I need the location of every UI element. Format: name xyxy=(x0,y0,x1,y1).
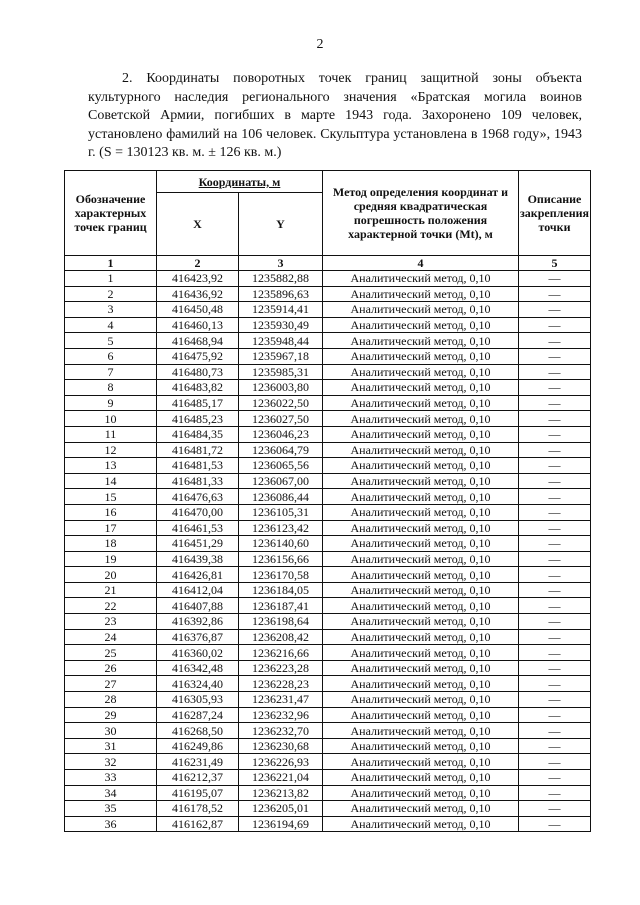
x-coordinate-cell: 416481,53 xyxy=(157,458,239,474)
x-coordinate-cell: 416178,52 xyxy=(157,801,239,817)
description-cell: — xyxy=(519,660,591,676)
method-cell: Аналитический метод, 0,10 xyxy=(323,707,519,723)
header-method: Метод определения координат и средняя квадратическая погрешность положения характерной точки (Mt), м xyxy=(323,171,519,256)
y-coordinate-cell: 1236064,79 xyxy=(239,442,323,458)
table-row xyxy=(65,520,591,536)
x-coordinate-cell: 416451,29 xyxy=(157,536,239,552)
method-cell: Аналитический метод, 0,10 xyxy=(323,629,519,645)
point-number-cell: 29 xyxy=(65,707,157,723)
x-coordinate-cell: 416480,73 xyxy=(157,364,239,380)
method-cell: Аналитический метод, 0,10 xyxy=(323,364,519,380)
method-cell: Аналитический метод, 0,10 xyxy=(323,614,519,630)
x-coordinate-cell: 416412,04 xyxy=(157,582,239,598)
table-row xyxy=(65,551,591,567)
x-coordinate-cell: 416460,13 xyxy=(157,317,239,333)
y-coordinate-cell: 1236223,28 xyxy=(239,660,323,676)
y-coordinate-cell: 1236184,05 xyxy=(239,582,323,598)
description-cell: — xyxy=(519,426,591,442)
y-coordinate-cell: 1236187,41 xyxy=(239,598,323,614)
method-cell: Аналитический метод, 0,10 xyxy=(323,458,519,474)
point-number-cell: 6 xyxy=(65,348,157,364)
x-coordinate-cell: 416212,37 xyxy=(157,770,239,786)
y-coordinate-cell: 1236065,56 xyxy=(239,458,323,474)
x-coordinate-cell: 416481,72 xyxy=(157,442,239,458)
method-cell: Аналитический метод, 0,10 xyxy=(323,489,519,505)
point-number-cell: 33 xyxy=(65,770,157,786)
description-cell: — xyxy=(519,614,591,630)
point-number-cell: 20 xyxy=(65,567,157,583)
description-cell: — xyxy=(519,520,591,536)
description-cell: — xyxy=(519,738,591,754)
column-number: 5 xyxy=(519,256,591,271)
description-cell: — xyxy=(519,458,591,474)
method-cell: Аналитический метод, 0,10 xyxy=(323,426,519,442)
point-number-cell: 24 xyxy=(65,629,157,645)
x-coordinate-cell: 416231,49 xyxy=(157,754,239,770)
method-cell: Аналитический метод, 0,10 xyxy=(323,520,519,536)
y-coordinate-cell: 1236226,93 xyxy=(239,754,323,770)
table-row xyxy=(65,692,591,708)
y-coordinate-cell: 1235882,88 xyxy=(239,271,323,287)
point-number-cell: 31 xyxy=(65,738,157,754)
table-row xyxy=(65,458,591,474)
method-cell: Аналитический метод, 0,10 xyxy=(323,442,519,458)
table-row xyxy=(65,598,591,614)
point-number-cell: 25 xyxy=(65,645,157,661)
method-cell: Аналитический метод, 0,10 xyxy=(323,395,519,411)
description-cell: — xyxy=(519,364,591,380)
x-coordinate-cell: 416423,92 xyxy=(157,271,239,287)
point-number-cell: 2 xyxy=(65,286,157,302)
description-cell: — xyxy=(519,317,591,333)
x-coordinate-cell: 416249,86 xyxy=(157,738,239,754)
description-cell: — xyxy=(519,473,591,489)
description-cell: — xyxy=(519,286,591,302)
point-number-cell: 11 xyxy=(65,426,157,442)
method-cell: Аналитический метод, 0,10 xyxy=(323,770,519,786)
method-cell: Аналитический метод, 0,10 xyxy=(323,692,519,708)
table-row xyxy=(65,426,591,442)
y-coordinate-cell: 1236230,68 xyxy=(239,738,323,754)
point-number-cell: 19 xyxy=(65,551,157,567)
description-cell: — xyxy=(519,567,591,583)
description-cell: — xyxy=(519,816,591,832)
point-number-cell: 8 xyxy=(65,380,157,396)
x-coordinate-cell: 416476,63 xyxy=(157,489,239,505)
method-cell: Аналитический метод, 0,10 xyxy=(323,536,519,552)
y-coordinate-cell: 1236170,58 xyxy=(239,567,323,583)
y-coordinate-cell: 1236205,01 xyxy=(239,801,323,817)
column-number: 4 xyxy=(323,256,519,271)
point-number-cell: 9 xyxy=(65,395,157,411)
x-coordinate-cell: 416162,87 xyxy=(157,816,239,832)
point-number-cell: 18 xyxy=(65,536,157,552)
description-cell: — xyxy=(519,629,591,645)
point-number-cell: 28 xyxy=(65,692,157,708)
table-row xyxy=(65,364,591,380)
column-number: 2 xyxy=(157,256,239,271)
column-numbers-row xyxy=(65,256,591,271)
description-cell: — xyxy=(519,442,591,458)
y-coordinate-cell: 1236105,31 xyxy=(239,504,323,520)
point-number-cell: 32 xyxy=(65,754,157,770)
method-cell: Аналитический метод, 0,10 xyxy=(323,785,519,801)
description-cell: — xyxy=(519,785,591,801)
description-cell: — xyxy=(519,645,591,661)
header-coords-group: Координаты, м xyxy=(157,171,323,193)
point-number-cell: 4 xyxy=(65,317,157,333)
table-row xyxy=(65,442,591,458)
point-number-cell: 35 xyxy=(65,801,157,817)
table-row xyxy=(65,801,591,817)
description-cell: — xyxy=(519,582,591,598)
y-coordinate-cell: 1236231,47 xyxy=(239,692,323,708)
y-coordinate-cell: 1236213,82 xyxy=(239,785,323,801)
y-coordinate-cell: 1236140,60 xyxy=(239,536,323,552)
x-coordinate-cell: 416436,92 xyxy=(157,286,239,302)
method-cell: Аналитический метод, 0,10 xyxy=(323,380,519,396)
x-coordinate-cell: 416342,48 xyxy=(157,660,239,676)
description-cell: — xyxy=(519,489,591,505)
y-coordinate-cell: 1236003,80 xyxy=(239,380,323,396)
method-cell: Аналитический метод, 0,10 xyxy=(323,348,519,364)
description-cell: — xyxy=(519,333,591,349)
coordinates-table xyxy=(64,170,591,832)
y-coordinate-cell: 1236232,70 xyxy=(239,723,323,739)
point-number-cell: 17 xyxy=(65,520,157,536)
x-coordinate-cell: 416483,82 xyxy=(157,380,239,396)
x-coordinate-cell: 416461,53 xyxy=(157,520,239,536)
y-coordinate-cell: 1235967,18 xyxy=(239,348,323,364)
description-cell: — xyxy=(519,271,591,287)
point-number-cell: 13 xyxy=(65,458,157,474)
method-cell: Аналитический метод, 0,10 xyxy=(323,286,519,302)
x-coordinate-cell: 416484,35 xyxy=(157,426,239,442)
method-cell: Аналитический метод, 0,10 xyxy=(323,504,519,520)
table-row xyxy=(65,411,591,427)
heading-paragraph: 2. Координаты поворотных точек границ защитной зоны объекта культурного наследия регионального значения «Братская могила воинов Советской Армии, погибших в марте 1943 года. Захоронено 109 человек, установлено фамилий на 106 человек. Скульптура установлена в 1968 году», 1943 г. (S = 130123 кв. м. ± 126 кв. м.) xyxy=(88,71,582,161)
x-coordinate-cell: 416360,02 xyxy=(157,645,239,661)
x-coordinate-cell: 416470,00 xyxy=(157,504,239,520)
column-number: 3 xyxy=(239,256,323,271)
table-row xyxy=(65,333,591,349)
x-coordinate-cell: 416439,38 xyxy=(157,551,239,567)
method-cell: Аналитический метод, 0,10 xyxy=(323,551,519,567)
description-cell: — xyxy=(519,411,591,427)
x-coordinate-cell: 416481,33 xyxy=(157,473,239,489)
description-cell: — xyxy=(519,551,591,567)
method-cell: Аналитический метод, 0,10 xyxy=(323,473,519,489)
method-cell: Аналитический метод, 0,10 xyxy=(323,801,519,817)
table-row xyxy=(65,489,591,505)
x-coordinate-cell: 416392,86 xyxy=(157,614,239,630)
document-heading xyxy=(88,70,582,163)
method-cell: Аналитический метод, 0,10 xyxy=(323,411,519,427)
y-coordinate-cell: 1236216,66 xyxy=(239,645,323,661)
column-number: 1 xyxy=(65,256,157,271)
y-coordinate-cell: 1236232,96 xyxy=(239,707,323,723)
table-row xyxy=(65,473,591,489)
table-row xyxy=(65,286,591,302)
method-cell: Аналитический метод, 0,10 xyxy=(323,302,519,318)
table-row xyxy=(65,629,591,645)
table-row xyxy=(65,504,591,520)
point-number-cell: 34 xyxy=(65,785,157,801)
table-row xyxy=(65,816,591,832)
description-cell: — xyxy=(519,770,591,786)
description-cell: — xyxy=(519,380,591,396)
y-coordinate-cell: 1236228,23 xyxy=(239,676,323,692)
point-number-cell: 10 xyxy=(65,411,157,427)
table-row xyxy=(65,676,591,692)
point-number-cell: 1 xyxy=(65,271,157,287)
point-number-cell: 30 xyxy=(65,723,157,739)
y-coordinate-cell: 1235914,41 xyxy=(239,302,323,318)
table-row xyxy=(65,723,591,739)
point-number-cell: 21 xyxy=(65,582,157,598)
y-coordinate-cell: 1236027,50 xyxy=(239,411,323,427)
method-cell: Аналитический метод, 0,10 xyxy=(323,676,519,692)
header-description: Описание закрепления точки xyxy=(519,171,591,256)
y-coordinate-cell: 1236123,42 xyxy=(239,520,323,536)
method-cell: Аналитический метод, 0,10 xyxy=(323,333,519,349)
point-number-cell: 27 xyxy=(65,676,157,692)
table-row xyxy=(65,271,591,287)
description-cell: — xyxy=(519,723,591,739)
description-cell: — xyxy=(519,801,591,817)
table-row xyxy=(65,645,591,661)
y-coordinate-cell: 1236022,50 xyxy=(239,395,323,411)
header-y: Y xyxy=(239,193,323,256)
y-coordinate-cell: 1235930,49 xyxy=(239,317,323,333)
table-row xyxy=(65,785,591,801)
x-coordinate-cell: 416195,07 xyxy=(157,785,239,801)
method-cell: Аналитический метод, 0,10 xyxy=(323,754,519,770)
point-number-cell: 23 xyxy=(65,614,157,630)
y-coordinate-cell: 1236221,04 xyxy=(239,770,323,786)
x-coordinate-cell: 416324,40 xyxy=(157,676,239,692)
description-cell: — xyxy=(519,754,591,770)
y-coordinate-cell: 1236194,69 xyxy=(239,816,323,832)
table-row xyxy=(65,770,591,786)
table-row xyxy=(65,348,591,364)
y-coordinate-cell: 1236208,42 xyxy=(239,629,323,645)
y-coordinate-cell: 1236198,64 xyxy=(239,614,323,630)
table-row xyxy=(65,317,591,333)
x-coordinate-cell: 416485,17 xyxy=(157,395,239,411)
x-coordinate-cell: 416376,87 xyxy=(157,629,239,645)
point-number-cell: 14 xyxy=(65,473,157,489)
x-coordinate-cell: 416268,50 xyxy=(157,723,239,739)
method-cell: Аналитический метод, 0,10 xyxy=(323,660,519,676)
description-cell: — xyxy=(519,707,591,723)
method-cell: Аналитический метод, 0,10 xyxy=(323,317,519,333)
table-row xyxy=(65,754,591,770)
point-number-cell: 7 xyxy=(65,364,157,380)
description-cell: — xyxy=(519,598,591,614)
table-body xyxy=(65,271,591,832)
y-coordinate-cell: 1236156,66 xyxy=(239,551,323,567)
table-row xyxy=(65,738,591,754)
y-coordinate-cell: 1235896,63 xyxy=(239,286,323,302)
x-coordinate-cell: 416468,94 xyxy=(157,333,239,349)
table-row xyxy=(65,614,591,630)
table-row xyxy=(65,536,591,552)
point-number-cell: 22 xyxy=(65,598,157,614)
description-cell: — xyxy=(519,302,591,318)
y-coordinate-cell: 1236046,23 xyxy=(239,426,323,442)
header-x: X xyxy=(157,193,239,256)
x-coordinate-cell: 416485,23 xyxy=(157,411,239,427)
description-cell: — xyxy=(519,692,591,708)
y-coordinate-cell: 1236067,00 xyxy=(239,473,323,489)
point-number-cell: 15 xyxy=(65,489,157,505)
description-cell: — xyxy=(519,676,591,692)
table-row xyxy=(65,302,591,318)
description-cell: — xyxy=(519,395,591,411)
x-coordinate-cell: 416450,48 xyxy=(157,302,239,318)
point-number-cell: 16 xyxy=(65,504,157,520)
x-coordinate-cell: 416407,88 xyxy=(157,598,239,614)
description-cell: — xyxy=(519,348,591,364)
x-coordinate-cell: 416426,81 xyxy=(157,567,239,583)
y-coordinate-cell: 1235948,44 xyxy=(239,333,323,349)
x-coordinate-cell: 416287,24 xyxy=(157,707,239,723)
x-coordinate-cell: 416475,92 xyxy=(157,348,239,364)
point-number-cell: 5 xyxy=(65,333,157,349)
table-row xyxy=(65,395,591,411)
table-row xyxy=(65,660,591,676)
point-number-cell: 26 xyxy=(65,660,157,676)
table-row xyxy=(65,567,591,583)
method-cell: Аналитический метод, 0,10 xyxy=(323,271,519,287)
method-cell: Аналитический метод, 0,10 xyxy=(323,723,519,739)
description-cell: — xyxy=(519,536,591,552)
method-cell: Аналитический метод, 0,10 xyxy=(323,567,519,583)
method-cell: Аналитический метод, 0,10 xyxy=(323,645,519,661)
table-row xyxy=(65,380,591,396)
page-number: 2 xyxy=(316,37,324,52)
y-coordinate-cell: 1235985,31 xyxy=(239,364,323,380)
header-point-label: Обозначение характерных точек границ xyxy=(65,171,157,256)
table-row xyxy=(65,582,591,598)
point-number-cell: 12 xyxy=(65,442,157,458)
method-cell: Аналитический метод, 0,10 xyxy=(323,598,519,614)
table-row xyxy=(65,707,591,723)
y-coordinate-cell: 1236086,44 xyxy=(239,489,323,505)
method-cell: Аналитический метод, 0,10 xyxy=(323,816,519,832)
point-number-cell: 36 xyxy=(65,816,157,832)
description-cell: — xyxy=(519,504,591,520)
method-cell: Аналитический метод, 0,10 xyxy=(323,738,519,754)
point-number-cell: 3 xyxy=(65,302,157,318)
x-coordinate-cell: 416305,93 xyxy=(157,692,239,708)
method-cell: Аналитический метод, 0,10 xyxy=(323,582,519,598)
